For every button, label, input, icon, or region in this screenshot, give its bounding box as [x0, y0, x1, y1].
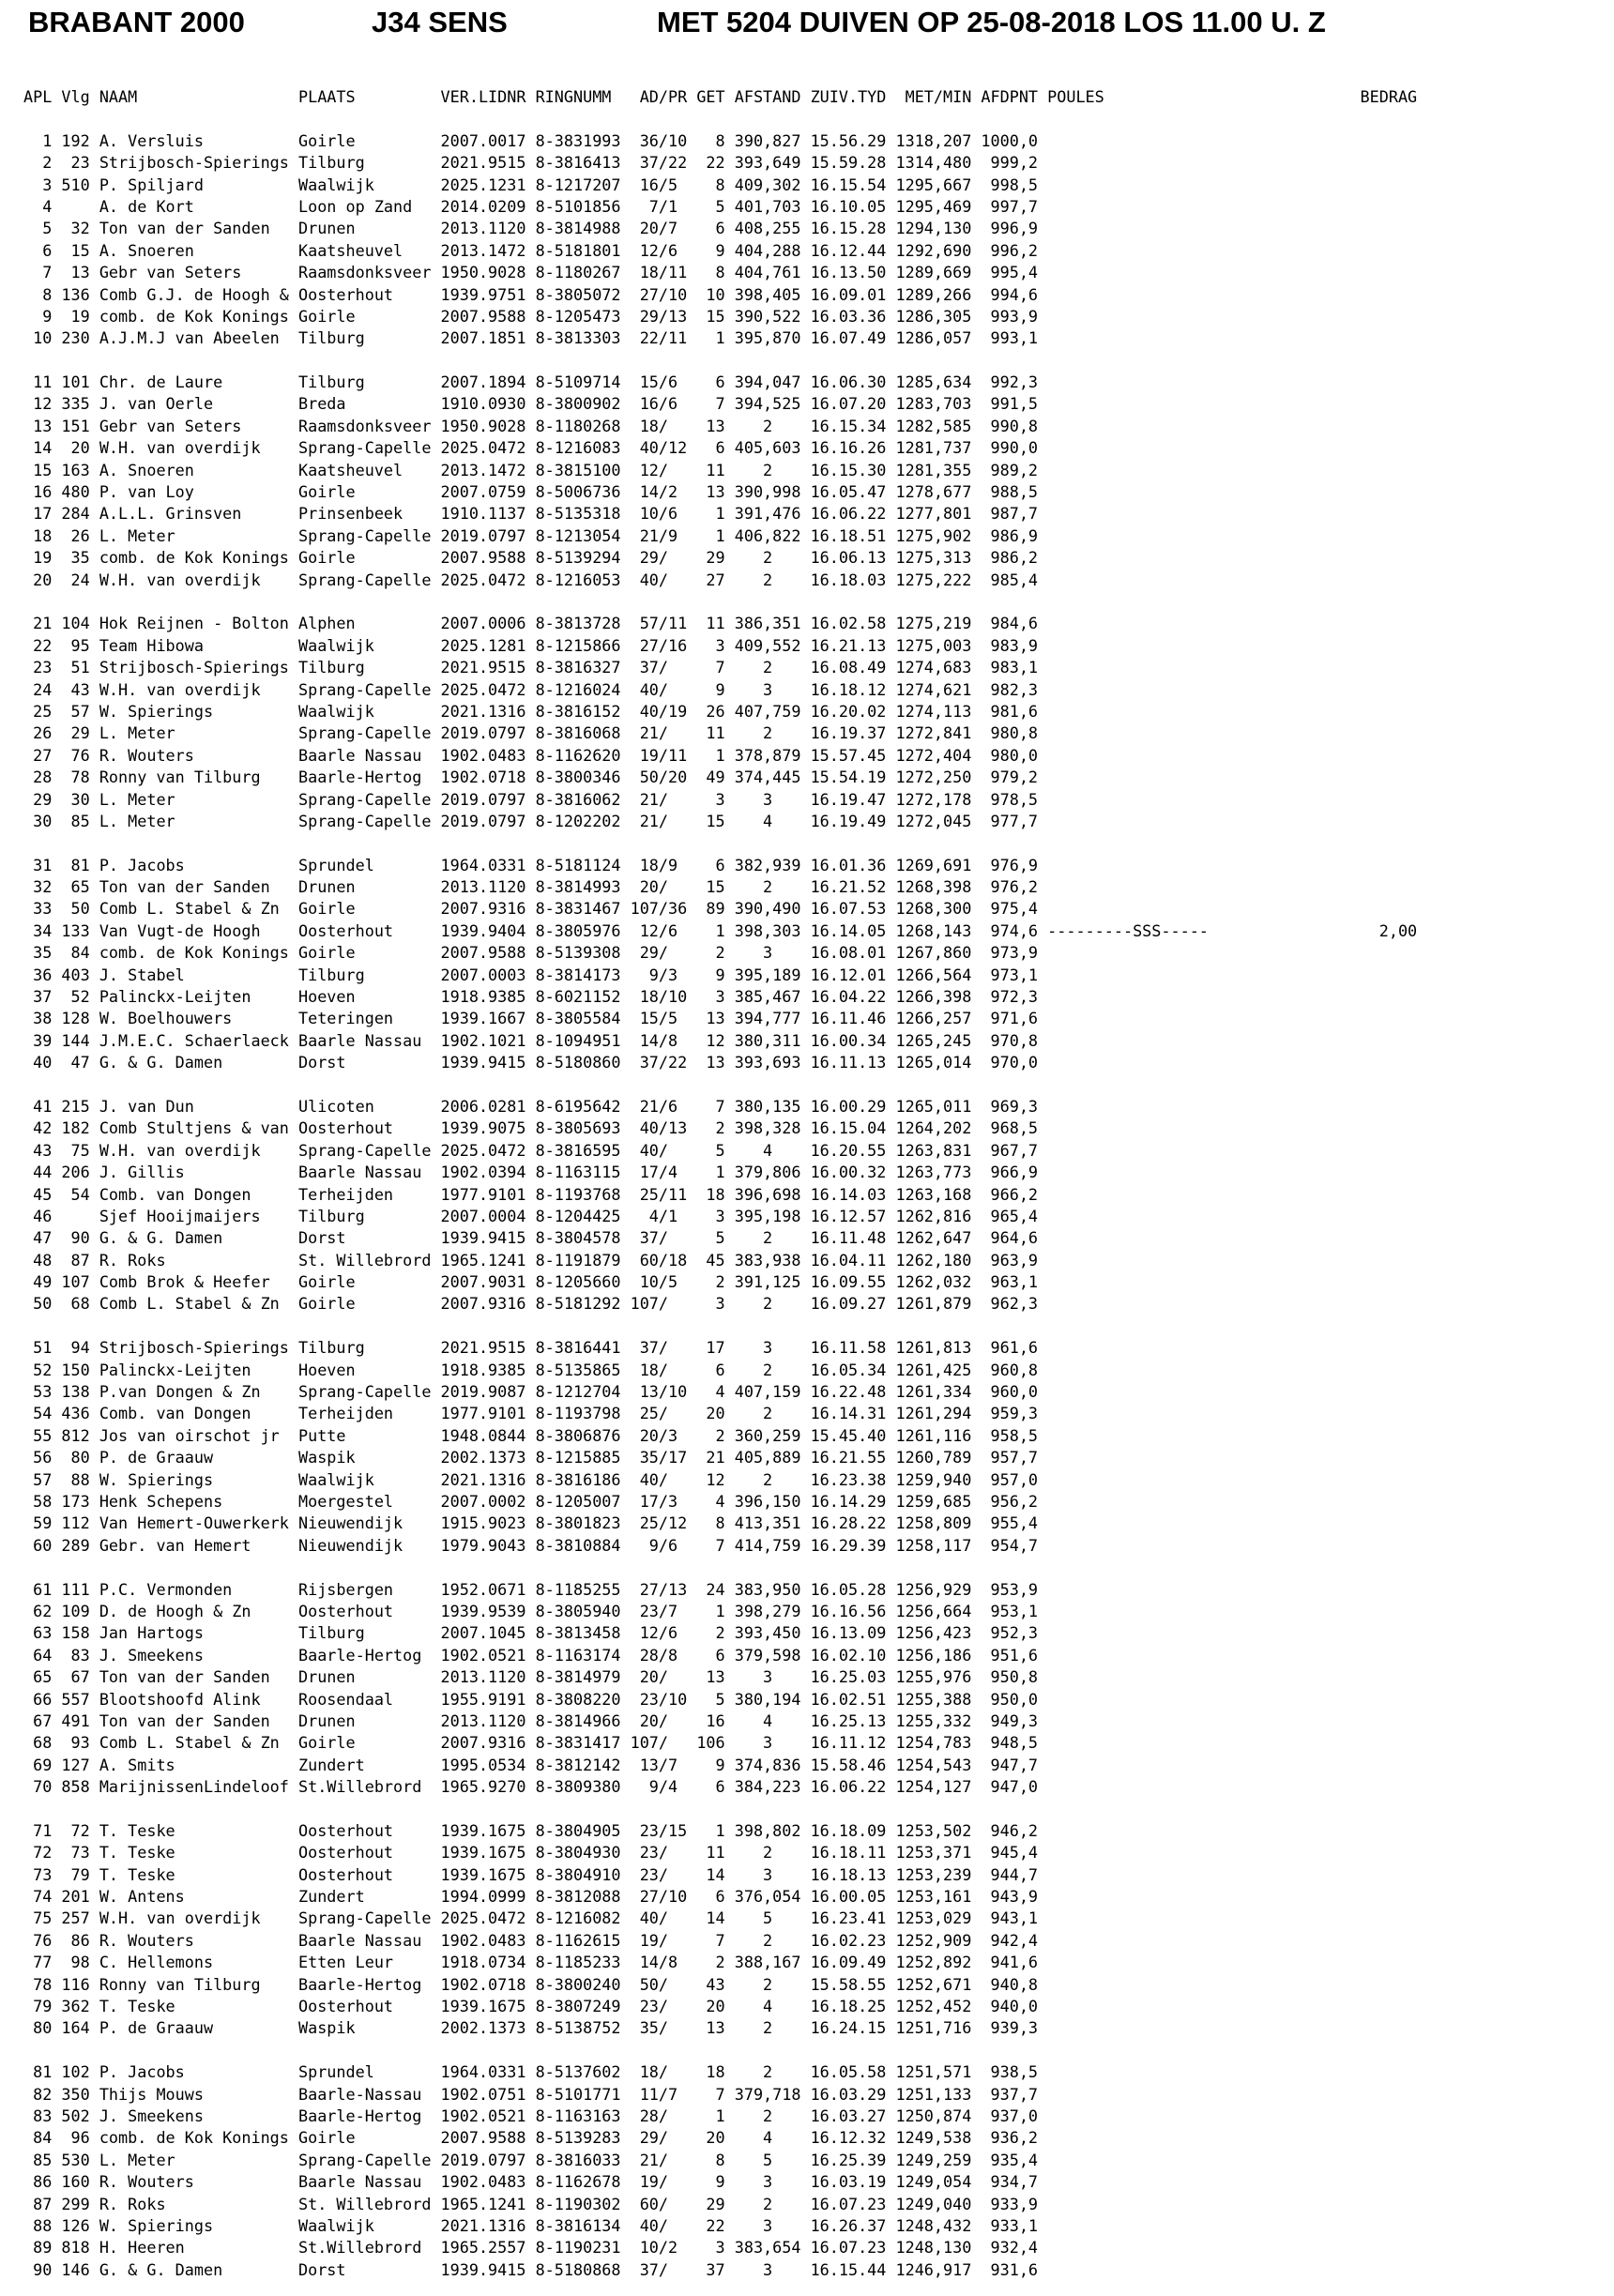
table-row: 43 75 W.H. van overdijk Sprang-Capelle 2025.0472 8-3816595 40/ 5 4 16.20.55 1263,831 967,7 — [23, 1140, 1039, 1160]
table-row: 49 107 Comb Brok & Heefer Goirle 2007.9031 8-1205660 10/5 2 391,125 16.09.55 1262,032 963,1 — [23, 1272, 1039, 1292]
table-row: 75 257 W.H. van overdijk Sprang-Capelle 2025.0472 8-1216082 40/ 14 5 16.23.41 1253,029 943,1 — [23, 1908, 1039, 1928]
table-row: 45 54 Comb. van Dongen Terheijden 1977.9101 8-1193768 25/11 18 396,698 16.14.03 1263,168 966,2 — [23, 1184, 1039, 1204]
table-row: 83 502 J. Smeekens Baarle-Hertog 1902.0521 8-1163163 28/ 1 2 16.03.27 1250,874 937,0 — [23, 2106, 1039, 2125]
table-row: 46 Sjef Hooijmaijers Tilburg 2007.0004 8-1204425 4/1 3 395,198 16.12.57 1262,816 965,4 — [23, 1206, 1039, 1225]
table-row: 66 557 Blootshoofd Alink Roosendaal 1955.9191 8-3808220 23/10 5 380,194 16.02.51 1255,388 950,0 — [23, 1689, 1039, 1709]
table-row: 73 79 T. Teske Oosterhout 1939.1675 8-3804910 23/ 14 3 16.18.13 1253,239 944,7 — [23, 1864, 1039, 1884]
row-group-gap — [23, 1074, 1417, 1096]
table-row: 16 480 P. van Loy Goirle 2007.0759 8-5006736 14/2 13 390,998 16.05.47 1278,677 988,5 — [23, 482, 1039, 502]
table-row: 40 47 G. & G. Damen Dorst 1939.9415 8-5180860 37/22 13 393,693 16.11.13 1265,014 970,0 — [23, 1053, 1039, 1072]
table-row: 14 20 W.H. van overdijk Sprang-Capelle 2025.0472 8-1216083 40/12 6 405,603 16.16.26 1281,737 990,0 — [23, 438, 1039, 458]
row-group-gap — [23, 1315, 1417, 1337]
table-row: 5 32 Ton van der Sanden Drunen 2013.1120 8-3814988 20/7 6 408,255 16.15.28 1294,130 996,9 — [23, 219, 1039, 238]
table-row: 60 289 Gebr. van Hemert Nieuwendijk 1979.9043 8-3810884 9/6 7 414,759 16.29.39 1258,117 954,7 — [23, 1535, 1039, 1555]
table-header-row: APL Vlg NAAM PLAATS VER.LIDNR RINGNUMM AD/PR GET AFSTAND ZUIV.TYD MET/MIN AFDPNT POULES BEDRAG — [23, 87, 1418, 106]
table-row: 57 88 W. Spierings Waalwijk 2021.1316 8-3816186 40/ 12 2 16.23.38 1259,940 957,0 — [23, 1469, 1039, 1489]
table-row: 47 90 G. & G. Damen Dorst 1939.9415 8-3804578 37/ 5 2 16.11.48 1262,647 964,6 — [23, 1228, 1039, 1248]
table-row: 29 30 L. Meter Sprang-Capelle 2019.0797 8-3816062 21/ 3 3 16.19.47 1272,178 978,5 — [23, 789, 1039, 809]
table-row: 4 A. de Kort Loon op Zand 2014.0209 8-5101856 7/1 5 401,703 16.10.05 1295,469 997,7 — [23, 196, 1039, 216]
table-row: 80 164 P. de Graauw Waspik 2002.1373 8-5138752 35/ 13 2 16.24.15 1251,716 939,3 — [23, 2018, 1039, 2038]
table-row: 51 94 Strijbosch-Spierings Tilburg 2021.9515 8-3816441 37/ 17 3 16.11.58 1261,813 961,6 — [23, 1338, 1039, 1358]
table-row: 2 23 Strijbosch-Spierings Tilburg 2021.9515 8-3816413 37/22 22 393,649 15.59.28 1314,480 999,2 — [23, 153, 1039, 173]
table-row: 20 24 W.H. van overdijk Sprang-Capelle 2025.0472 8-1216053 40/ 27 2 16.18.03 1275,222 985,4 — [23, 570, 1039, 589]
table-row: 76 86 R. Wouters Baarle Nassau 1902.0483 8-1162615 19/ 7 2 16.02.23 1252,909 942,4 — [23, 1930, 1039, 1950]
table-row: 59 112 Van Hemert-Ouwerkerk Nieuwendijk 1915.9023 8-3801823 25/12 8 413,351 16.28.22 1258,809 955,4 — [23, 1513, 1039, 1533]
table-row: 1 192 A. Versluis Goirle 2007.0017 8-3831993 36/10 8 390,827 15.56.29 1318,207 1000,0 — [23, 130, 1039, 150]
table-row: 48 87 R. Roks St. Willebrord 1965.1241 8-1191879 60/18 45 383,938 16.04.11 1262,180 963,9 — [23, 1250, 1039, 1270]
table-row: 25 57 W. Spierings Waalwijk 2021.1316 8-3816152 40/19 26 407,759 16.20.02 1274,113 981,6 — [23, 701, 1039, 721]
table-row: 85 530 L. Meter Sprang-Capelle 2019.0797 8-3816033 21/ 8 5 16.25.39 1249,259 935,4 — [23, 2150, 1039, 2169]
table-row: 27 76 R. Wouters Baarle Nassau 1902.0483 8-1162620 19/11 1 378,879 15.57.45 1272,404 980,0 — [23, 745, 1039, 765]
table-row: 11 101 Chr. de Laure Tilburg 2007.1894 8-5109714 15/6 6 394,047 16.06.30 1285,634 992,3 — [23, 373, 1039, 392]
row-group-gap — [23, 832, 1417, 854]
table-row: 32 65 Ton van der Sanden Drunen 2013.1120 8-3814993 20/ 15 2 16.21.52 1268,398 976,2 — [23, 877, 1039, 897]
table-row: 52 150 Palinckx-Leijten Hoeven 1918.9385 8-5135865 18/ 6 2 16.05.34 1261,425 960,8 — [23, 1360, 1039, 1379]
table-row: 64 83 J. Smeekens Baarle-Hertog 1902.0521 8-1163174 28/8 6 379,598 16.02.10 1256,186 951,6 — [23, 1645, 1039, 1665]
table-row: 88 126 W. Spierings Waalwijk 2021.1316 8-3816134 40/ 22 3 16.26.37 1248,432 933,1 — [23, 2215, 1039, 2235]
table-row: 34 133 Van Vugt-de Hoogh Oosterhout 1939.9404 8-3805976 12/6 1 398,303 16.14.05 1268,143 974,6 ---------SSS----- 2,00 — [23, 920, 1418, 940]
table-row: 19 35 comb. de Kok Konings Goirle 2007.9588 8-5139294 29/ 29 2 16.06.13 1275,313 986,2 — [23, 548, 1039, 568]
table-row: 90 146 G. & G. Damen Dorst 1939.9415 8-5180868 37/ 37 3 16.15.44 1246,917 931,6 — [23, 2259, 1039, 2279]
report-title-race-code: J34 SENS — [372, 6, 508, 38]
table-row: 38 128 W. Boelhouwers Teteringen 1939.1667 8-3805584 15/5 13 394,777 16.11.46 1266,257 971,6 — [23, 1009, 1039, 1028]
table-row: 6 15 A. Snoeren Kaatsheuvel 2013.1472 8-5181801 12/6 9 404,288 16.12.44 1292,690 996,2 — [23, 240, 1039, 260]
results-table — [23, 86, 1417, 2281]
table-row: 23 51 Strijbosch-Spierings Tilburg 2021.9515 8-3816327 37/ 7 2 16.08.49 1274,683 983,1 — [23, 658, 1039, 677]
table-row: 35 84 comb. de Kok Konings Goirle 2007.9588 8-5139308 29/ 2 3 16.08.01 1267,860 973,9 — [23, 943, 1039, 963]
table-row: 44 206 J. Gillis Baarle Nassau 1902.0394 8-1163115 17/4 1 379,806 16.00.32 1263,773 966,9 — [23, 1163, 1039, 1182]
table-row: 12 335 J. van Oerle Breda 1910.0930 8-3800902 16/6 7 394,525 16.07.20 1283,703 991,5 — [23, 394, 1039, 414]
table-row: 37 52 Palinckx-Leijten Hoeven 1918.9385 8-6021152 18/10 3 385,467 16.04.22 1266,398 972,3 — [23, 987, 1039, 1007]
table-row: 21 104 Hok Reijnen - Bolton Alphen 2007.0006 8-3813728 57/11 11 386,351 16.02.58 1275,219 984,6 — [23, 614, 1039, 633]
table-row: 53 138 P.van Dongen & Zn Sprang-Capelle 2019.9087 8-1212704 13/10 4 407,159 16.22.48 1261,334 960,0 — [23, 1382, 1039, 1402]
table-row: 58 173 Henk Schepens Moergestel 2007.0002 8-1205007 17/3 4 396,150 16.14.29 1259,685 956,2 — [23, 1492, 1039, 1511]
table-row: 24 43 W.H. van overdijk Sprang-Capelle 2025.0472 8-1216024 40/ 9 3 16.18.12 1274,621 982,3 — [23, 679, 1039, 699]
row-group-gap — [23, 2040, 1417, 2061]
table-row: 89 818 H. Heeren St.Willebrord 1965.2557 8-1190231 10/2 3 383,654 16.07.23 1248,130 932,4 — [23, 2238, 1039, 2258]
report-title-organisation: BRABANT 2000 — [28, 6, 245, 38]
table-row: 10 230 A.J.M.J van Abeelen Tilburg 2007.1851 8-3813303 22/11 1 395,870 16.07.49 1286,057 993,1 — [23, 328, 1039, 348]
table-row: 28 78 Ronny van Tilburg Baarle-Hertog 1902.0718 8-3800346 50/20 49 374,445 15.54.19 1272,250 979,2 — [23, 768, 1039, 787]
table-row: 71 72 T. Teske Oosterhout 1939.1675 8-3804905 23/15 1 398,802 16.18.09 1253,502 946,2 — [23, 1820, 1039, 1840]
row-group-gap — [23, 108, 1417, 129]
table-row: 77 98 C. Hellemons Etten Leur 1918.0734 8-1185233 14/8 2 388,167 16.09.49 1252,892 941,6 — [23, 1953, 1039, 1972]
row-group-gap — [23, 1557, 1417, 1578]
table-row: 31 81 P. Jacobs Sprundel 1964.0331 8-5181124 18/9 6 382,939 16.01.36 1269,691 976,9 — [23, 855, 1039, 874]
table-row: 54 436 Comb. van Dongen Terheijden 1977.9101 8-1193798 25/ 20 2 16.14.31 1261,294 959,3 — [23, 1404, 1039, 1423]
table-row: 7 13 Gebr van Seters Raamsdonksveer 1950.9028 8-1180267 18/11 8 404,761 16.13.50 1289,669 995,4 — [23, 263, 1039, 282]
table-row: 8 136 Comb G.J. de Hoogh & Oosterhout 1939.9751 8-3805072 27/10 10 398,405 16.09.01 1289,266 994,6 — [23, 284, 1039, 304]
table-row: 87 299 R. Roks St. Willebrord 1965.1241 8-1190302 60/ 29 2 16.07.23 1249,040 933,9 — [23, 2194, 1039, 2213]
table-row: 81 102 P. Jacobs Sprundel 1964.0331 8-5137602 18/ 18 2 16.05.58 1251,571 938,5 — [23, 2062, 1039, 2082]
table-row: 36 403 J. Stabel Tilburg 2007.0003 8-3814173 9/3 9 395,189 16.12.01 1266,564 973,1 — [23, 965, 1039, 984]
table-row: 3 510 P. Spiljard Waalwijk 2025.1231 8-1217207 16/5 8 409,302 16.15.54 1295,667 998,5 — [23, 175, 1039, 194]
table-row: 78 116 Ronny van Tilburg Baarle-Hertog 1902.0718 8-3800240 50/ 43 2 15.58.55 1252,671 940,8 — [23, 1974, 1039, 1994]
table-row: 65 67 Ton van der Sanden Drunen 2013.1120 8-3814979 20/ 13 3 16.25.03 1255,976 950,8 — [23, 1667, 1039, 1687]
table-row: 39 144 J.M.E.C. Schaerlaeck Baarle Nassau 1902.1021 8-1094951 14/8 12 380,311 16.00.34 1265,245 970,8 — [23, 1030, 1039, 1050]
table-row: 61 111 P.C. Vermonden Rijsbergen 1952.0671 8-1185255 27/13 24 383,950 16.05.28 1256,929 953,9 — [23, 1579, 1039, 1599]
table-row: 22 95 Team Hibowa Waalwijk 2025.1281 8-1215866 27/16 3 409,552 16.21.13 1275,003 983,9 — [23, 635, 1039, 655]
table-row: 82 350 Thijs Mouws Baarle-Nassau 1902.0751 8-5101771 11/7 7 379,718 16.03.29 1251,133 937,7 — [23, 2084, 1039, 2104]
table-row: 18 26 L. Meter Sprang-Capelle 2019.0797 8-1213054 21/9 1 406,822 16.18.51 1275,902 986,9 — [23, 525, 1039, 545]
table-row: 69 127 A. Smits Zundert 1995.0534 8-3812142 13/7 9 374,836 15.58.46 1254,543 947,7 — [23, 1755, 1039, 1774]
table-row: 56 80 P. de Graauw Waspik 2002.1373 8-1215885 35/17 21 405,889 16.21.55 1260,789 957,7 — [23, 1448, 1039, 1467]
table-row: 62 109 D. de Hoogh & Zn Oosterhout 1939.9539 8-3805940 23/7 1 398,279 16.16.56 1256,664 953,1 — [23, 1601, 1039, 1620]
table-row: 50 68 Comb L. Stabel & Zn Goirle 2007.9316 8-5181292 107/ 3 2 16.09.27 1261,879 962,3 — [23, 1294, 1039, 1314]
report-title-race-details: MET 5204 DUIVEN OP 25-08-2018 LOS 11.00 U. Z — [657, 6, 1326, 38]
table-row: 55 812 Jos van oirschot jr Putte 1948.0844 8-3806876 20/3 2 360,259 15.45.40 1261,116 958,5 — [23, 1425, 1039, 1445]
table-row: 84 96 comb. de Kok Konings Goirle 2007.9588 8-5139283 29/ 20 4 16.12.32 1249,538 936,2 — [23, 2128, 1039, 2148]
table-row: 86 160 R. Wouters Baarle Nassau 1902.0483 8-1162678 19/ 9 3 16.03.19 1249,054 934,7 — [23, 2172, 1039, 2192]
table-row: 33 50 Comb L. Stabel & Zn Goirle 2007.9316 8-3831467 107/36 89 390,490 16.07.53 1268,300 975,4 — [23, 899, 1039, 919]
table-row: 15 163 A. Snoeren Kaatsheuvel 2013.1472 8-3815100 12/ 11 2 16.15.30 1281,355 989,2 — [23, 460, 1039, 479]
row-group-gap — [23, 1798, 1417, 1819]
table-row: 74 201 W. Antens Zundert 1994.0999 8-3812088 27/10 6 376,054 16.00.05 1253,161 943,9 — [23, 1887, 1039, 1907]
table-row: 70 858 MarijnissenLindeloof St.Willebrord 1965.9270 8-3809380 9/4 6 384,223 16.06.22 1254,127 947,0 — [23, 1777, 1039, 1797]
table-row: 42 182 Comb Stultjens & van Oosterhout 1939.9075 8-3805693 40/13 2 398,328 16.15.04 1264,202 968,5 — [23, 1118, 1039, 1138]
table-row: 26 29 L. Meter Sprang-Capelle 2019.0797 8-3816068 21/ 11 2 16.19.37 1272,841 980,8 — [23, 723, 1039, 743]
table-row: 67 491 Ton van der Sanden Drunen 2013.1120 8-3814966 20/ 16 4 16.25.13 1255,332 949,3 — [23, 1711, 1039, 1730]
table-row: 63 158 Jan Hartogs Tilburg 2007.1045 8-3813458 12/6 2 393,450 16.13.09 1256,423 952,3 — [23, 1623, 1039, 1643]
table-row: 30 85 L. Meter Sprang-Capelle 2019.0797 8-1202202 21/ 15 4 16.19.49 1272,045 977,7 — [23, 811, 1039, 830]
row-group-gap — [23, 591, 1417, 613]
table-row: 68 93 Comb L. Stabel & Zn Goirle 2007.9316 8-3831417 107/ 106 3 16.11.12 1254,783 948,5 — [23, 1733, 1039, 1753]
table-row: 79 362 T. Teske Oosterhout 1939.1675 8-3807249 23/ 20 4 16.18.25 1252,452 940,0 — [23, 1996, 1039, 2015]
row-group-gap — [23, 350, 1417, 372]
table-row: 17 284 A.L.L. Grinsven Prinsenbeek 1910.1137 8-5135318 10/6 1 391,476 16.06.22 1277,801 987,7 — [23, 504, 1039, 524]
table-row: 9 19 comb. de Kok Konings Goirle 2007.9588 8-1205473 29/13 15 390,522 16.03.36 1286,305 993,9 — [23, 306, 1039, 326]
table-row: 13 151 Gebr van Seters Raamsdonksveer 1950.9028 8-1180268 18/ 13 2 16.15.34 1282,585 990,8 — [23, 416, 1039, 435]
table-row: 41 215 J. van Dun Ulicoten 2006.0281 8-6195642 21/6 7 380,135 16.00.29 1265,011 969,3 — [23, 1096, 1039, 1116]
table-row: 72 73 T. Teske Oosterhout 1939.1675 8-3804930 23/ 11 2 16.18.11 1253,371 945,4 — [23, 1843, 1039, 1863]
